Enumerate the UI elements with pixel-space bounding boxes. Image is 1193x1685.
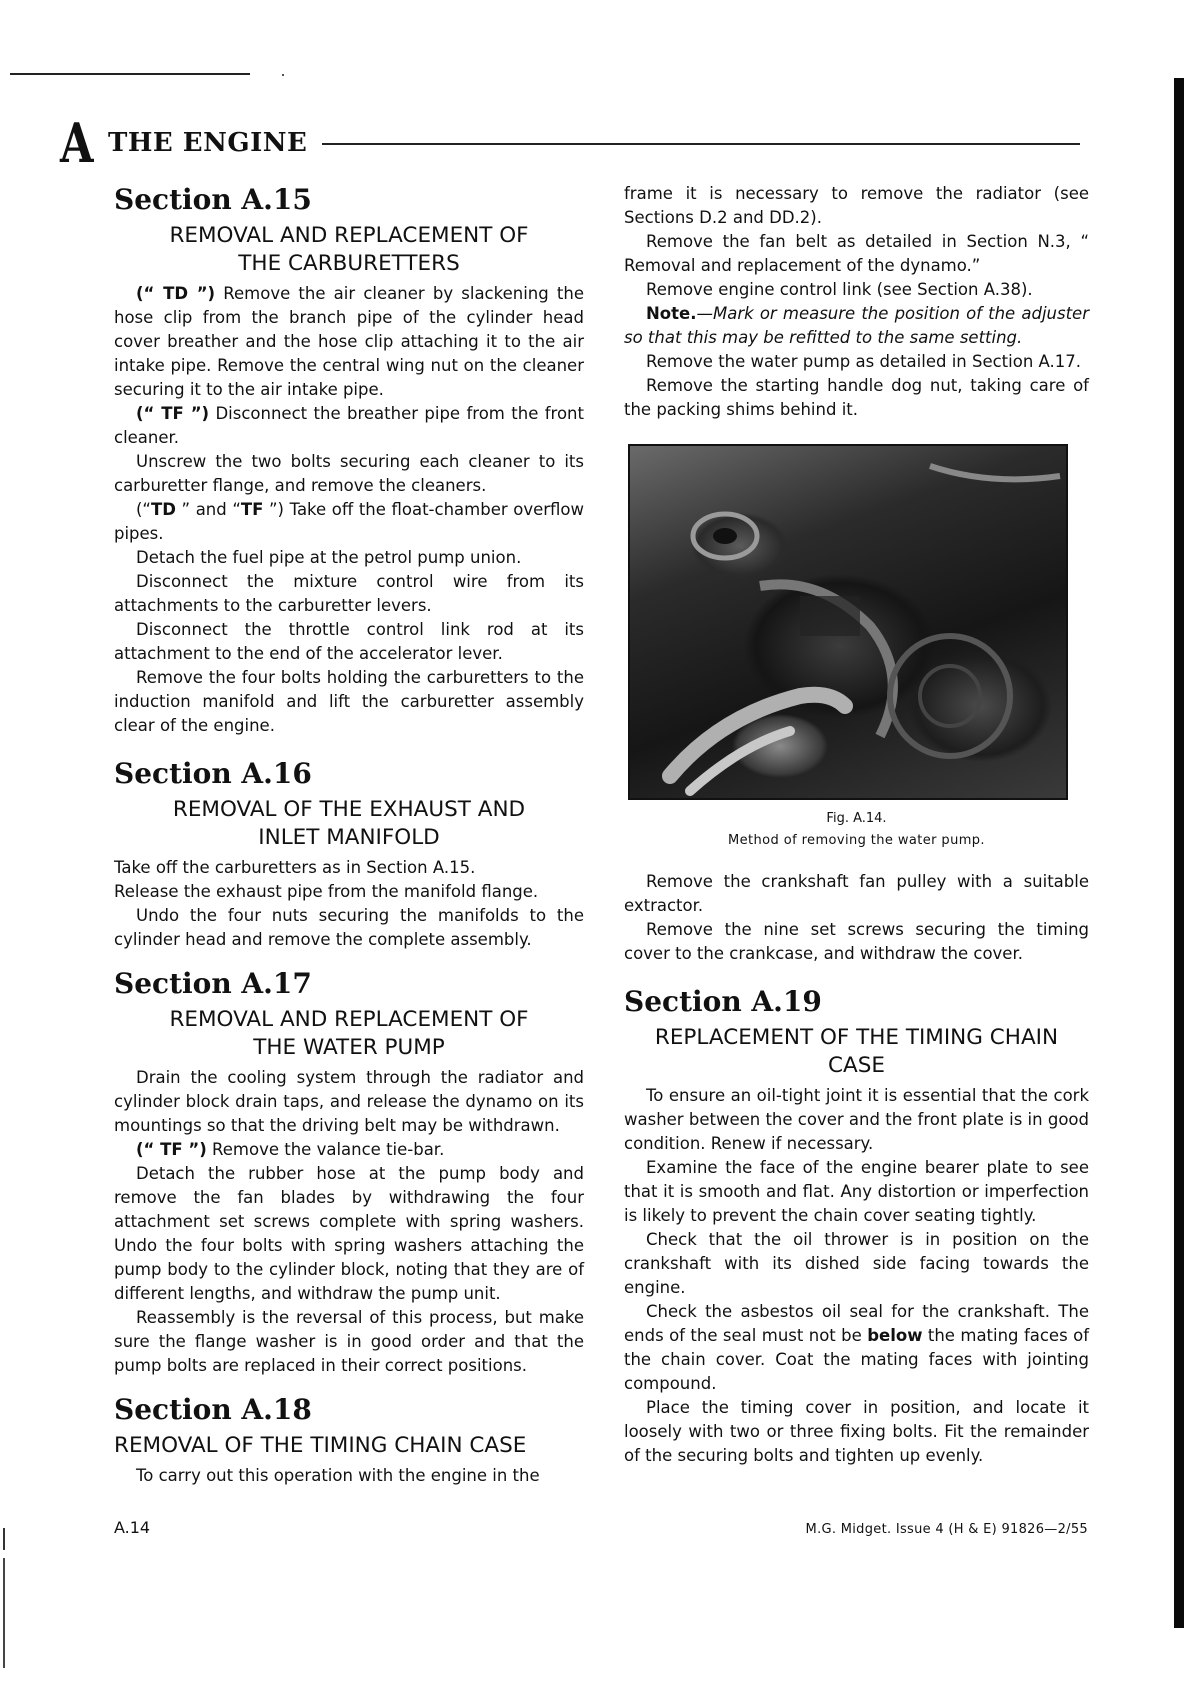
paragraph-text: the mating faces of the chain cover. Coat the mating faces with jointing compound. <box>624 1326 1089 1393</box>
paragraph: Remove the water pump as detailed in Section A.17. <box>646 352 1082 371</box>
figure-caption: Method of removing the water pump. <box>728 833 985 848</box>
section-title: Section A.15 <box>114 183 312 216</box>
paragraph <box>114 282 584 402</box>
paragraph: Remove the crankshaft fan pulley with a suitable extractor. <box>624 872 1089 915</box>
paragraph: Unscrew the two bolts securing each cleaner to its carburetter flange, and remove the cleaners. <box>114 452 584 495</box>
scan-rule-mark <box>10 73 250 75</box>
paragraph: Remove the four bolts holding the carburetters to the induction manifold and lift the carburetter assembly clear of the engine. <box>114 668 584 735</box>
paragraph: Check that the oil thrower is in position on the crankshaft with its dished side facing towards the engine. <box>624 1230 1089 1297</box>
paragraph-text: ” and “ <box>175 500 241 519</box>
section-title: Section A.17 <box>114 967 312 1000</box>
paragraph: frame it is necessary to remove the radiator (see Sections D.2 and DD.2). <box>624 184 1089 227</box>
paragraph: Remove the nine set screws securing the timing cover to the crankcase, and withdraw the cover. <box>624 920 1089 963</box>
section-a18-continued <box>624 182 1089 422</box>
section-subtitle <box>114 222 584 278</box>
photo-shading <box>630 446 1066 798</box>
paragraph-text: Remove the valance tie-bar. <box>206 1140 445 1159</box>
section-a17 <box>114 966 584 1378</box>
model-tag: TF <box>240 500 264 519</box>
model-tag: (“ TD ”) <box>136 284 216 303</box>
paragraph: Release the exhaust pipe from the manifold flange. <box>114 882 539 901</box>
header-rule <box>322 143 1080 145</box>
chapter-letter: A <box>60 111 94 175</box>
paragraph <box>114 498 584 546</box>
model-tag: TD <box>151 500 176 519</box>
section-title: Section A.16 <box>114 757 312 790</box>
section-a18 <box>114 1392 584 1488</box>
figure-a14 <box>624 444 1064 804</box>
paragraph-text: Remove the air cleaner by slackening the hose clip from the branch pipe of the cylinder head cover breather and the hose clip attaching it to the air intake pipe. Remove the central wing nut on the cleaner securing it to the air intake pipe. <box>114 284 584 399</box>
left-column <box>114 182 584 1488</box>
paragraph: Examine the face of the engine bearer plate to see that it is smooth and flat. Any distortion or imperfection is likely to prevent the chain cover seating tightly. <box>624 1158 1089 1225</box>
paragraph: Place the timing cover in position, and locate it loosely with two or three fixing bolts. Fit the remainder of the securing bolts and tighten up evenly. <box>624 1398 1089 1465</box>
paragraph: To carry out this operation with the engine in the <box>136 1466 540 1485</box>
paragraph: Detach the fuel pipe at the petrol pump union. <box>136 548 522 567</box>
subtitle-line: REPLACEMENT OF THE TIMING CHAIN <box>654 1025 1059 1050</box>
paragraph: Reassembly is the reversal of this process, but make sure the flange washer is in good order and that the pump bolts are replaced in their correct positions. <box>114 1308 584 1375</box>
page-number: A.14 <box>114 1518 151 1537</box>
note-label: Note. <box>646 304 697 323</box>
issue-line: M.G. Midget. Issue 4 (H & E) 91826—2/55 <box>805 1522 1088 1537</box>
section-subtitle <box>114 796 584 852</box>
note-text: —Mark or measure the position of the adjuster so that this may be refitted to the same setting. <box>624 304 1089 347</box>
chapter-title: THE ENGINE <box>108 128 308 158</box>
section-subtitle <box>624 1024 1089 1080</box>
subtitle-line: INLET MANIFOLD <box>258 825 440 850</box>
paragraph: Take off the carburetters as in Section A.15. <box>114 858 476 877</box>
paragraph: Remove engine control link (see Section A.38). <box>646 280 1033 299</box>
section-a16 <box>114 756 584 952</box>
paragraph-text: Disconnect the breather pipe from the front cleaner. <box>114 404 584 447</box>
section-a15 <box>114 182 584 738</box>
quote-mark: (“ <box>136 500 151 519</box>
paragraph: Disconnect the mixture control wire from its attachments to the carburetter levers. <box>114 572 584 615</box>
emphasis: below <box>867 1326 923 1345</box>
quote-mark: ”) <box>263 500 284 519</box>
section-subtitle <box>114 1006 584 1062</box>
subtitle-line: THE CARBURETTERS <box>238 251 460 276</box>
subtitle-line: REMOVAL AND REPLACEMENT OF <box>169 1007 529 1032</box>
subtitle-line: THE WATER PUMP <box>253 1035 445 1060</box>
page-header <box>60 112 1080 174</box>
scan-edge-tick <box>3 1528 5 1550</box>
paragraph: Remove the starting handle dog nut, taking care of the packing shims behind it. <box>624 376 1089 419</box>
paragraph-text: Check the asbestos oil seal for the crankshaft. The ends of the seal must not be <box>624 1302 1089 1345</box>
paragraph <box>114 402 584 450</box>
paragraph: Remove the fan belt as detailed in Section N.3, “ Removal and replacement of the dynamo.” <box>624 232 1089 275</box>
paragraph: Undo the four nuts securing the manifolds to the cylinder head and remove the complete assembly. <box>114 906 584 949</box>
section-subtitle: REMOVAL OF THE TIMING CHAIN CASE <box>114 1433 527 1458</box>
scan-edge-bar <box>1174 78 1184 1628</box>
paragraph: Detach the rubber hose at the pump body and remove the fan blades by withdrawing the four attachment set screws complete with spring washers. Undo the four bolts with spring washers attaching the pump body to the cylinder block, noting that they are of different lengths, and withdraw the pump unit. <box>114 1164 584 1303</box>
paragraph: Drain the cooling system through the radiator and cylinder block drain taps, and release the dynamo on its mountings so that the driving belt may be withdrawn. <box>114 1068 584 1135</box>
scan-edge-tick <box>3 1558 5 1668</box>
scan-dot-mark <box>282 74 284 76</box>
model-tag: (“ TF ”) <box>136 404 210 423</box>
paragraph: To ensure an oil-tight joint it is essential that the cork washer between the cover and the front plate is in good condition. Renew if necessary. <box>624 1086 1089 1153</box>
paragraph <box>624 1300 1089 1396</box>
figure-label: Fig. A.14. <box>826 811 887 826</box>
water-pump-photo <box>628 444 1068 800</box>
section-a19 <box>624 984 1089 1468</box>
subtitle-line: REMOVAL OF THE EXHAUST AND <box>172 797 526 822</box>
section-a18-end <box>624 870 1089 966</box>
right-column <box>624 182 1089 1468</box>
paragraph-text: Take off the float-chamber overflow pipes. <box>114 500 585 543</box>
paragraph <box>624 302 1089 350</box>
paragraph <box>114 1138 584 1162</box>
subtitle-line: CASE <box>828 1053 885 1078</box>
model-tag: (“ TF ”) <box>136 1140 207 1159</box>
subtitle-line: REMOVAL AND REPLACEMENT OF <box>169 223 529 248</box>
paragraph: Disconnect the throttle control link rod at its attachment to the end of the accelerator lever. <box>114 620 584 663</box>
section-title: Section A.18 <box>114 1393 312 1426</box>
section-title: Section A.19 <box>624 985 822 1018</box>
